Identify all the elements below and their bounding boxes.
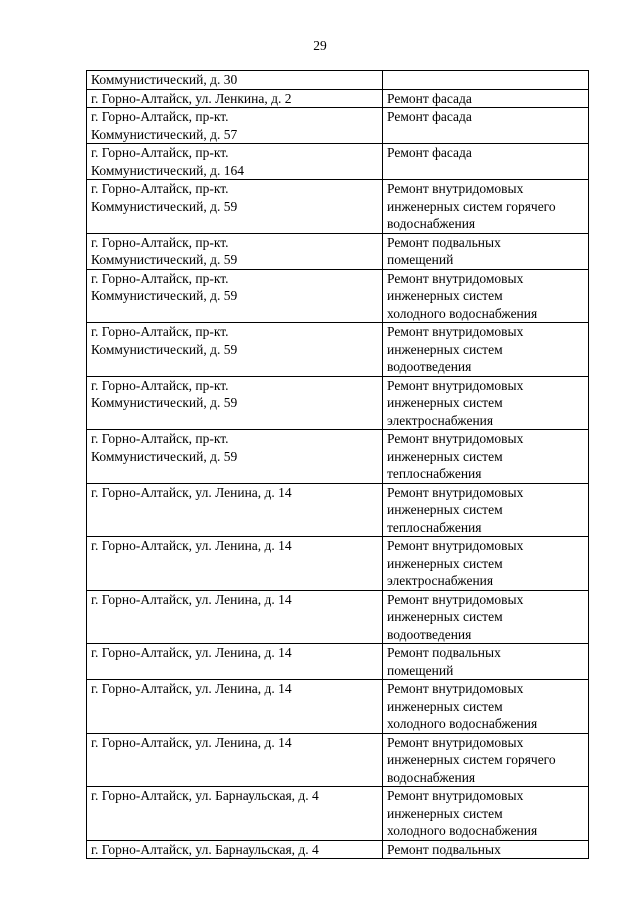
repair-works-table bbox=[86, 70, 589, 859]
work-type-cell: Ремонт внутридомовых инженерных систем электроснабжения bbox=[383, 537, 589, 591]
address-cell: г. Горно-Алтайск, ул. Ленкина, д. 2 bbox=[87, 89, 383, 108]
table-row bbox=[87, 733, 589, 787]
work-type-cell: Ремонт внутридомовых инженерных систем горячего водоснабжения bbox=[383, 180, 589, 234]
address-cell: г. Горно-Алтайск, ул. Ленина, д. 14 bbox=[87, 537, 383, 591]
table-row bbox=[87, 483, 589, 537]
work-type-cell: Ремонт внутридомовых инженерных систем холодного водоснабжения bbox=[383, 787, 589, 841]
table-row bbox=[87, 89, 589, 108]
address-cell: г. Горно-Алтайск, пр-кт. Коммунистический, д. 164 bbox=[87, 144, 383, 180]
address-cell: г. Горно-Алтайск, пр-кт. Коммунистический, д. 59 bbox=[87, 376, 383, 430]
work-type-cell: Ремонт фасада bbox=[383, 144, 589, 180]
work-type-cell: Ремонт внутридомовых инженерных систем водоотведения bbox=[383, 590, 589, 644]
work-type-cell: Ремонт подвальных помещений bbox=[383, 644, 589, 680]
table-row bbox=[87, 376, 589, 430]
address-cell: г. Горно-Алтайск, пр-кт. Коммунистический, д. 59 bbox=[87, 269, 383, 323]
page-number: 29 bbox=[313, 38, 327, 53]
table-row bbox=[87, 537, 589, 591]
table-row bbox=[87, 108, 589, 144]
table-row bbox=[87, 71, 589, 90]
table-row bbox=[87, 590, 589, 644]
address-cell: г. Горно-Алтайск, ул. Ленина, д. 14 bbox=[87, 733, 383, 787]
table-row bbox=[87, 180, 589, 234]
address-cell: г. Горно-Алтайск, ул. Ленина, д. 14 bbox=[87, 680, 383, 734]
table-row bbox=[87, 680, 589, 734]
table-row bbox=[87, 144, 589, 180]
work-type-cell: Ремонт внутридомовых инженерных систем электроснабжения bbox=[383, 376, 589, 430]
work-type-cell: Ремонт внутридомовых инженерных систем горячего водоснабжения bbox=[383, 733, 589, 787]
address-cell: г. Горно-Алтайск, пр-кт. Коммунистический, д. 59 bbox=[87, 180, 383, 234]
work-type-cell: Ремонт внутридомовых инженерных систем холодного водоснабжения bbox=[383, 680, 589, 734]
work-type-cell: Ремонт подвальных bbox=[383, 840, 589, 859]
address-cell: г. Горно-Алтайск, пр-кт. Коммунистический, д. 59 bbox=[87, 430, 383, 484]
table-row bbox=[87, 269, 589, 323]
table-row bbox=[87, 787, 589, 841]
address-cell: г. Горно-Алтайск, пр-кт. Коммунистический, д. 59 bbox=[87, 323, 383, 377]
work-type-cell: Ремонт внутридомовых инженерных систем теплоснабжения bbox=[383, 483, 589, 537]
table-row bbox=[87, 430, 589, 484]
table-row bbox=[87, 233, 589, 269]
work-type-cell: Ремонт фасада bbox=[383, 89, 589, 108]
address-cell: г. Горно-Алтайск, ул. Барнаульская, д. 4 bbox=[87, 787, 383, 841]
address-cell: г. Горно-Алтайск, пр-кт. Коммунистический, д. 57 bbox=[87, 108, 383, 144]
address-cell: г. Горно-Алтайск, ул. Ленина, д. 14 bbox=[87, 590, 383, 644]
work-type-cell: Ремонт внутридомовых инженерных систем холодного водоснабжения bbox=[383, 269, 589, 323]
work-type-cell: Ремонт фасада bbox=[383, 108, 589, 144]
address-cell: г. Горно-Алтайск, ул. Ленина, д. 14 bbox=[87, 644, 383, 680]
address-cell: г. Горно-Алтайск, пр-кт. Коммунистический, д. 59 bbox=[87, 233, 383, 269]
table-row bbox=[87, 323, 589, 377]
address-cell: Коммунистический, д. 30 bbox=[87, 71, 383, 90]
work-type-cell: Ремонт подвальных помещений bbox=[383, 233, 589, 269]
work-type-cell: Ремонт внутридомовых инженерных систем теплоснабжения bbox=[383, 430, 589, 484]
work-type-cell bbox=[383, 71, 589, 90]
work-type-cell: Ремонт внутридомовых инженерных систем водоотведения bbox=[383, 323, 589, 377]
table-row bbox=[87, 840, 589, 859]
address-cell: г. Горно-Алтайск, ул. Ленина, д. 14 bbox=[87, 483, 383, 537]
address-cell: г. Горно-Алтайск, ул. Барнаульская, д. 4 bbox=[87, 840, 383, 859]
table-body bbox=[87, 71, 589, 859]
table-row bbox=[87, 644, 589, 680]
